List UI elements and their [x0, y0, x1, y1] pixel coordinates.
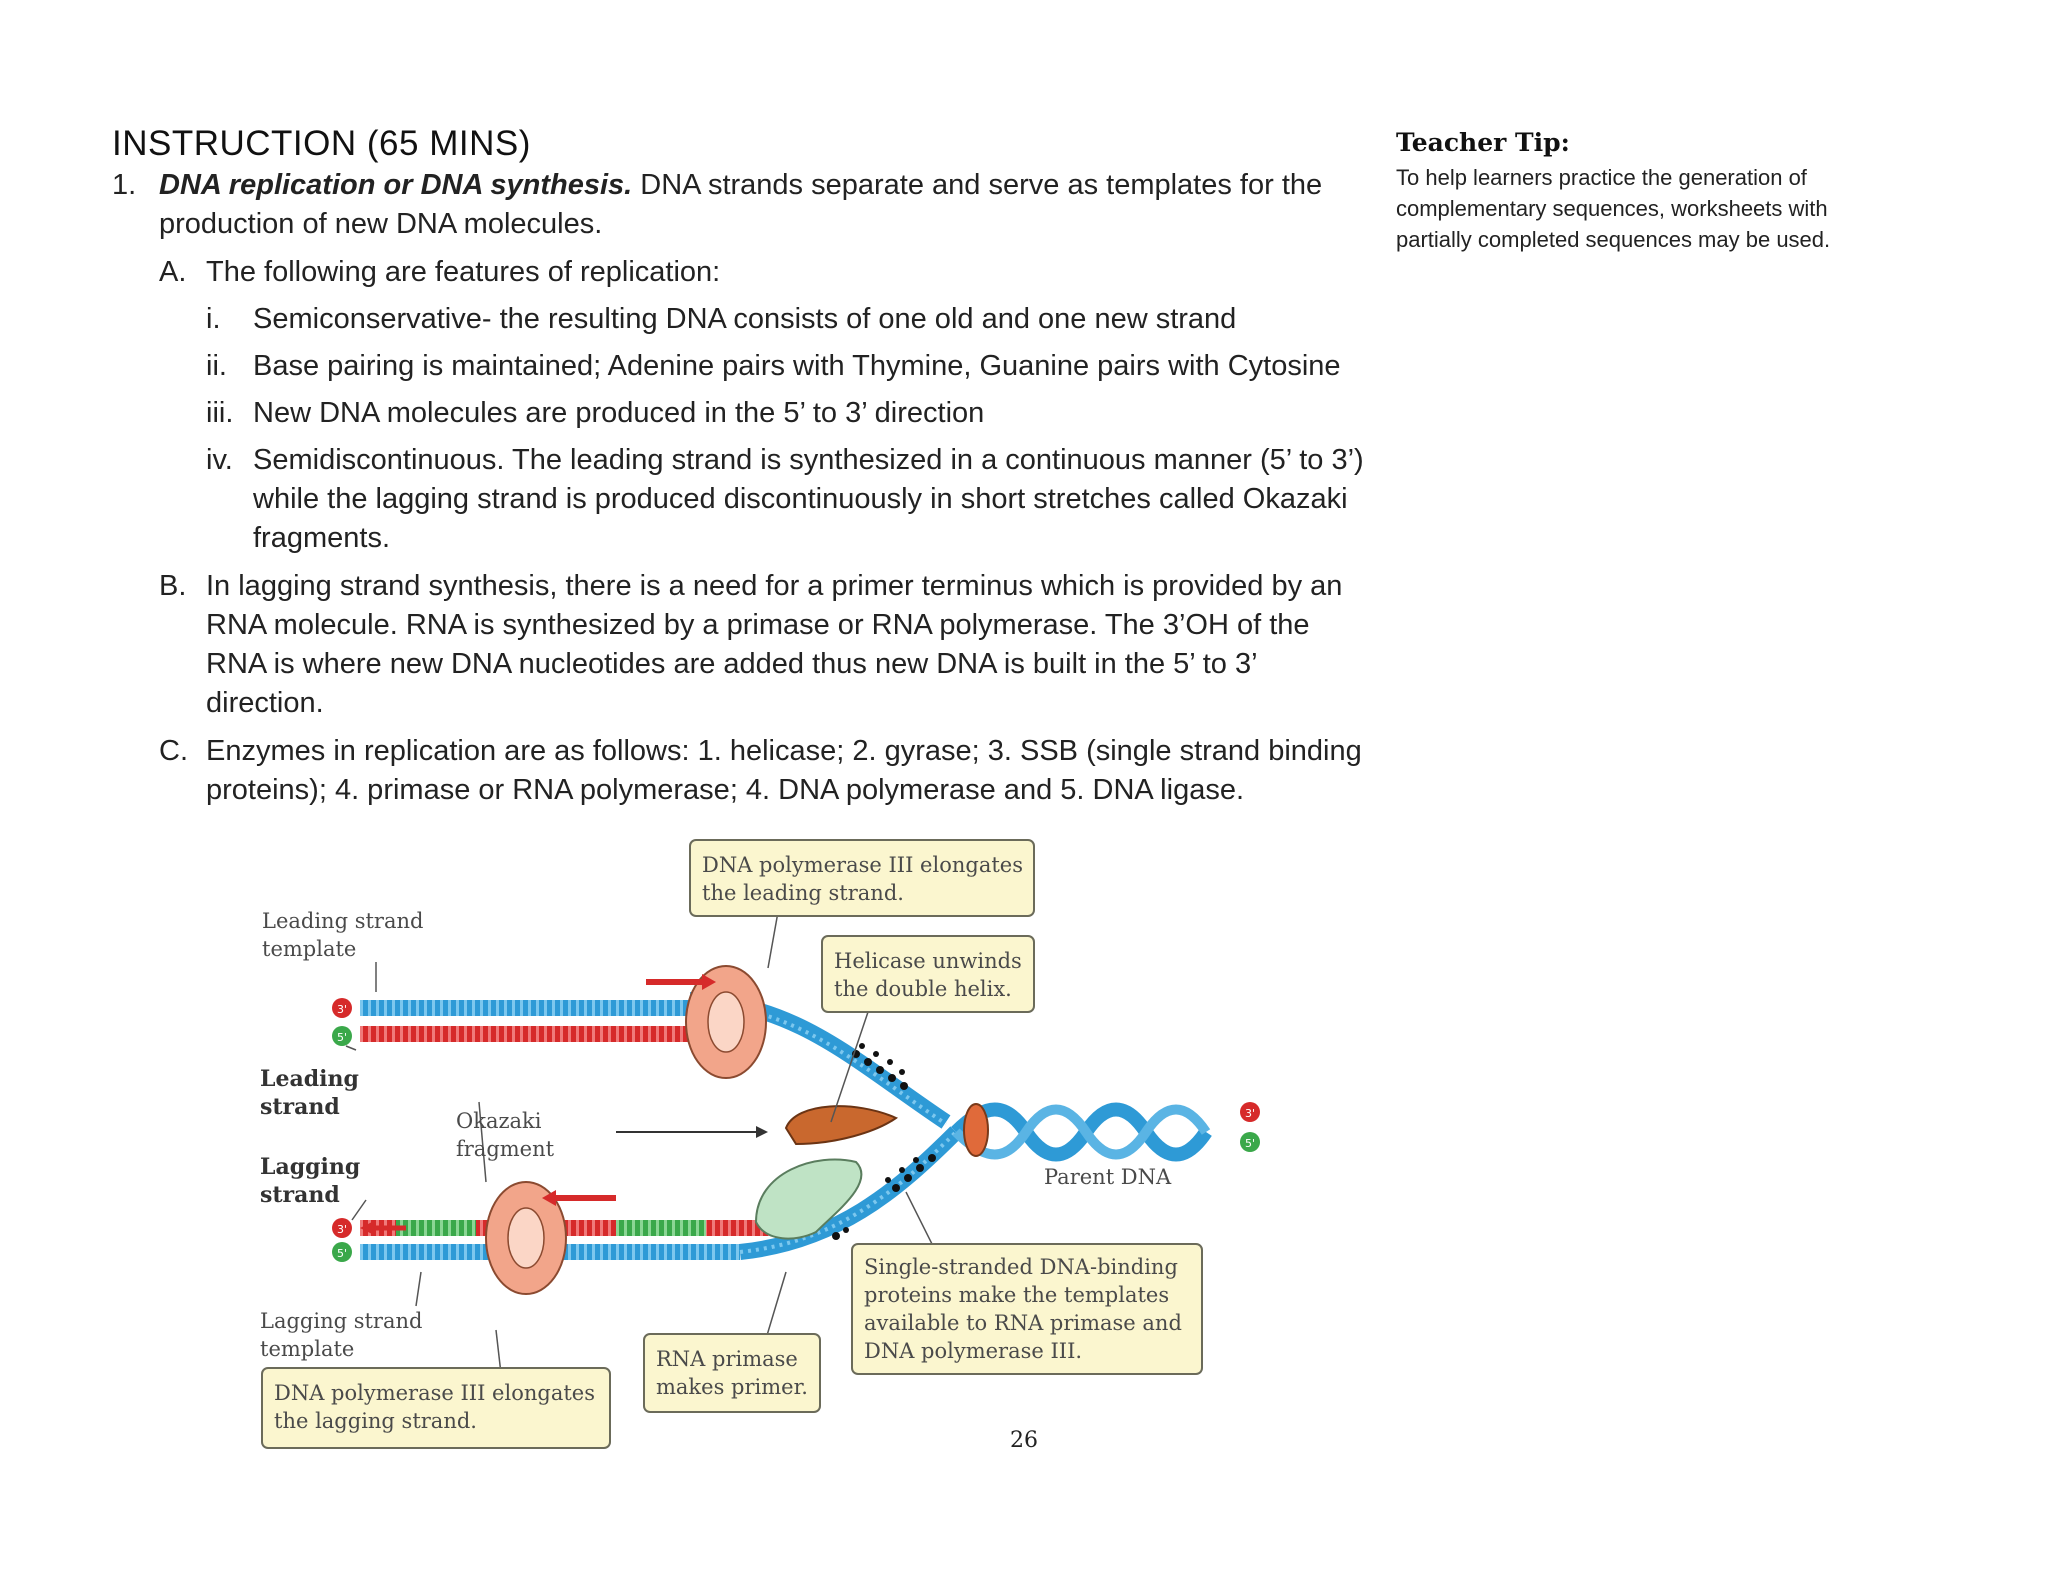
teacher-tip-line: To help learners practice the generation of	[1396, 165, 1807, 190]
section-b-line: direction.	[206, 687, 324, 719]
helicase-enzyme	[786, 1106, 896, 1144]
section-a-letter: A.	[159, 256, 187, 288]
callout-line: makes primer.	[656, 1375, 808, 1399]
page-number: 26	[1010, 1428, 1038, 1453]
section-a-header	[159, 253, 720, 292]
parent-dna-label: Parent DNA	[1044, 1165, 1172, 1189]
feature-text-line: Semidiscontinuous. The leading strand is synthesized in a continuous manner (5’ to 3’)	[253, 444, 1364, 476]
section-c	[159, 732, 1362, 810]
callout-primase	[644, 1334, 820, 1412]
teacher-tip-title: Teacher Tip:	[1396, 128, 1570, 157]
item-1-text-line2: production of new DNA molecules.	[159, 208, 603, 240]
lagging-strand-label-line: strand	[260, 1182, 340, 1208]
feature-text-line: fragments.	[253, 522, 390, 554]
leading-strand-label-line: Leading	[260, 1066, 359, 1092]
callout-line: proteins make the templates	[864, 1283, 1170, 1307]
section-b-line: RNA molecule. RNA is synthesized by a primase or RNA polymerase. The 3’OH of the	[206, 609, 1310, 641]
callout-line: the double helix.	[834, 977, 1012, 1001]
feature-number: ii.	[206, 350, 227, 382]
end-label: 3'	[1244, 1107, 1256, 1120]
teacher-tip-line: partially completed sequences may be used.	[1396, 227, 1831, 252]
okazaki-label-line: Okazaki	[456, 1109, 542, 1133]
end-label: 3'	[336, 1223, 348, 1236]
replication-fork-figure	[256, 832, 1316, 1472]
feature-number: iii.	[206, 397, 234, 429]
callout-pol3-leading	[690, 840, 1034, 916]
leading-template-label-line: Leading strand	[262, 909, 424, 933]
teacher-tip-body	[1396, 162, 1886, 255]
feature-text: Base pairing is maintained; Adenine pairs with Thymine, Guanine pairs with Cytosine	[253, 350, 1341, 382]
callout-ssb	[852, 1244, 1202, 1374]
section-b-line: In lagging strand synthesis, there is a need for a primer terminus which is provided by an	[206, 570, 1343, 602]
lagging-strand-label-line: Lagging	[260, 1154, 361, 1180]
lagging-template-label-line: template	[260, 1337, 355, 1361]
item-1-text-line1: DNA strands separate and serve as templates for the	[632, 169, 1323, 201]
callout-helicase	[822, 936, 1034, 1012]
leading-strand-label-line: strand	[260, 1094, 340, 1120]
feature-text: Semiconservative- the resulting DNA consists of one old and one new strand	[253, 303, 1237, 335]
callout-line: Single-stranded DNA-binding	[864, 1255, 1178, 1279]
teacher-tip-line: complementary sequences, worksheets with	[1396, 196, 1828, 221]
callout-line: DNA polymerase III elongates	[702, 853, 1023, 877]
callout-line: DNA polymerase III elongates	[274, 1381, 595, 1405]
feature-item	[206, 394, 984, 433]
leading-strand-duplex	[360, 1000, 946, 1124]
end-label: 3'	[336, 1003, 348, 1016]
callout-pol3-lagging	[262, 1368, 610, 1448]
item-1-title: DNA replication or DNA synthesis.	[159, 169, 633, 201]
callout-line: available to RNA primase and	[864, 1311, 1182, 1335]
okazaki-label-line: fragment	[456, 1137, 555, 1161]
section-c-line: proteins); 4. primase or RNA polymerase; 4. DNA polymerase and 5. DNA ligase.	[206, 774, 1245, 806]
page-title: INSTRUCTION (65 MINS)	[112, 124, 531, 163]
gyrase-enzyme	[964, 1104, 988, 1156]
end-label: 5'	[1244, 1137, 1256, 1150]
feature-text-line: while the lagging strand is produced discontinuously in short stretches called Okazaki	[253, 483, 1348, 515]
feature-text: New DNA molecules are produced in the 5’ to 3’ direction	[253, 397, 985, 429]
feature-item	[206, 441, 1364, 558]
callout-line: RNA primase	[656, 1347, 798, 1371]
feature-number: iv.	[206, 444, 233, 476]
lagging-template-label-line: Lagging strand	[260, 1309, 423, 1333]
section-b-line: RNA is where new DNA nucleotides are added thus new DNA is built in the 5’ to 3’	[206, 648, 1258, 680]
lagging-strand-duplex	[360, 1132, 956, 1260]
callout-line: DNA polymerase III.	[864, 1339, 1083, 1363]
parent-dna-helix	[956, 1110, 1206, 1155]
end-label: 5'	[336, 1247, 348, 1260]
leading-template-label-line: template	[262, 937, 357, 961]
section-c-letter: C.	[159, 735, 188, 767]
section-c-line: Enzymes in replication are as follows: 1. helicase; 2. gyrase; 3. SSB (single strand binding	[206, 735, 1362, 767]
feature-number: i.	[206, 303, 221, 335]
callout-line: the leading strand.	[702, 881, 904, 905]
item-1	[112, 166, 1362, 244]
end-label: 5'	[336, 1031, 348, 1044]
callout-line: the lagging strand.	[274, 1409, 477, 1433]
section-b-letter: B.	[159, 570, 187, 602]
callout-line: Helicase unwinds	[834, 949, 1022, 973]
section-a-text: The following are features of replication:	[206, 256, 721, 288]
feature-item	[206, 300, 1236, 339]
section-b	[159, 567, 1342, 723]
feature-item	[206, 347, 1341, 386]
item-1-number: 1.	[112, 169, 137, 201]
